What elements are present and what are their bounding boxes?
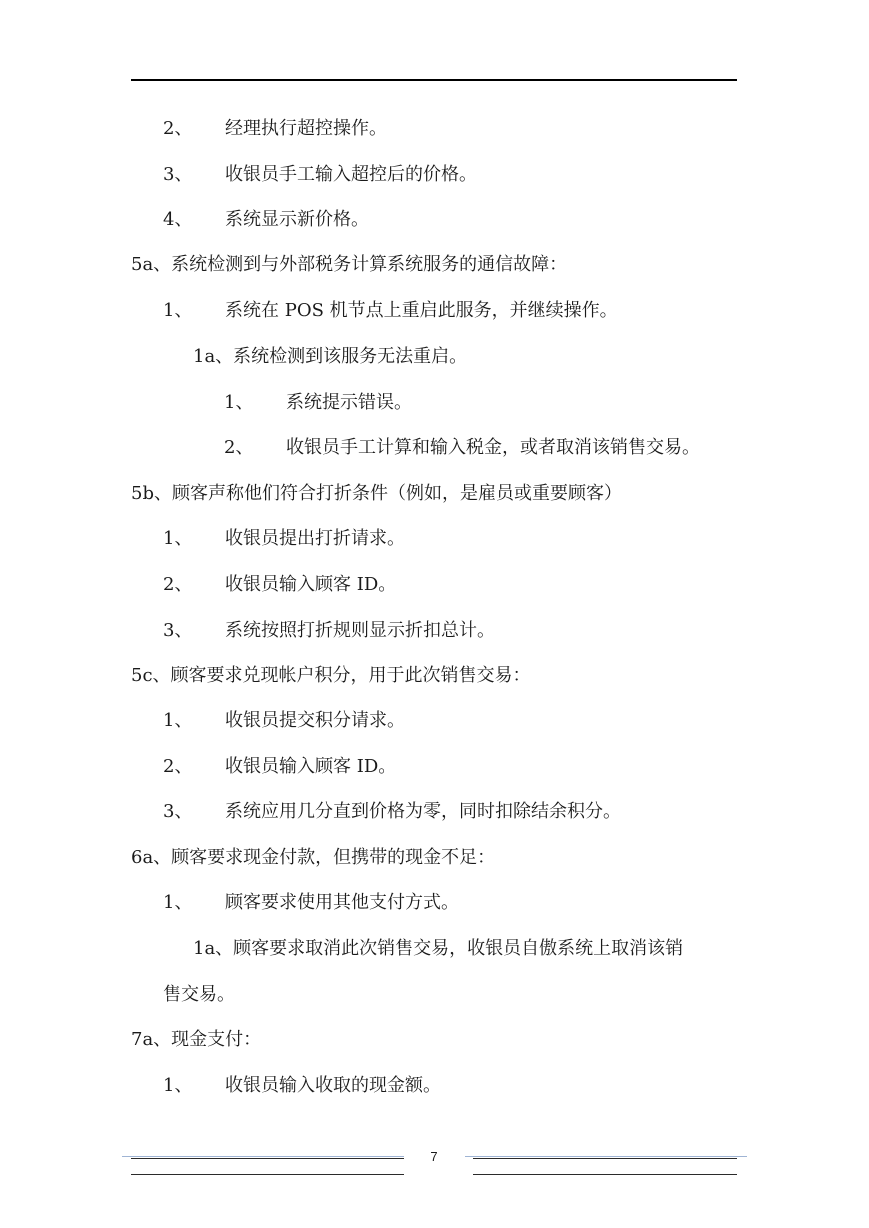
list-item: 2、 收银员输入顾客 ID。 xyxy=(163,574,397,595)
list-item: 1、 收银员提交积分请求。 xyxy=(163,710,405,731)
list-item: 3、 系统应用几分直到价格为零，同时扣除结余积分。 xyxy=(163,801,621,822)
list-item: 1、 系统在 POS 机节点上重启此服务，并继续操作。 xyxy=(163,300,618,321)
subsection-heading: 1a、顾客要求取消此次销售交易，收银员自傲系统上取消该销 xyxy=(193,938,684,959)
section-heading: 5c、顾客要求兑现帐户积分，用于此次销售交易： xyxy=(131,665,531,686)
footer-rule-right xyxy=(465,1156,747,1176)
list-item: 2、 经理执行超控操作。 xyxy=(163,118,387,139)
continuation-text: 售交易。 xyxy=(163,984,235,1005)
section-heading: 7a、现金支付： xyxy=(131,1029,262,1050)
section-heading: 6a、顾客要求现金付款，但携带的现金不足： xyxy=(131,847,496,868)
list-item: 1、 收银员输入收取的现金额。 xyxy=(163,1075,441,1096)
list-item: 1、 收银员提出打折请求。 xyxy=(163,528,405,549)
list-item: 3、 系统按照打折规则显示折扣总计。 xyxy=(163,620,495,641)
footer-rule-left xyxy=(122,1156,404,1176)
section-heading: 5b、顾客声称他们符合打折条件（例如，是雇员或重要顾客） xyxy=(131,483,622,504)
page-number: 7 xyxy=(430,1149,438,1164)
list-item: 2、 收银员手工计算和输入税金，或者取消该销售交易。 xyxy=(224,437,700,458)
subsection-heading: 1a、系统检测到该服务无法重启。 xyxy=(193,346,468,367)
list-item: 2、 收银员输入顾客 ID。 xyxy=(163,756,397,777)
list-item: 1、 顾客要求使用其他支付方式。 xyxy=(163,892,459,913)
header-rule xyxy=(131,79,737,81)
list-item: 4、 系统显示新价格。 xyxy=(163,209,369,230)
section-heading: 5a、系统检测到与外部税务计算系统服务的通信故障： xyxy=(131,254,568,275)
list-item: 1、 系统提示错误。 xyxy=(224,392,412,413)
list-item: 3、 收银员手工输入超控后的价格。 xyxy=(163,164,477,185)
